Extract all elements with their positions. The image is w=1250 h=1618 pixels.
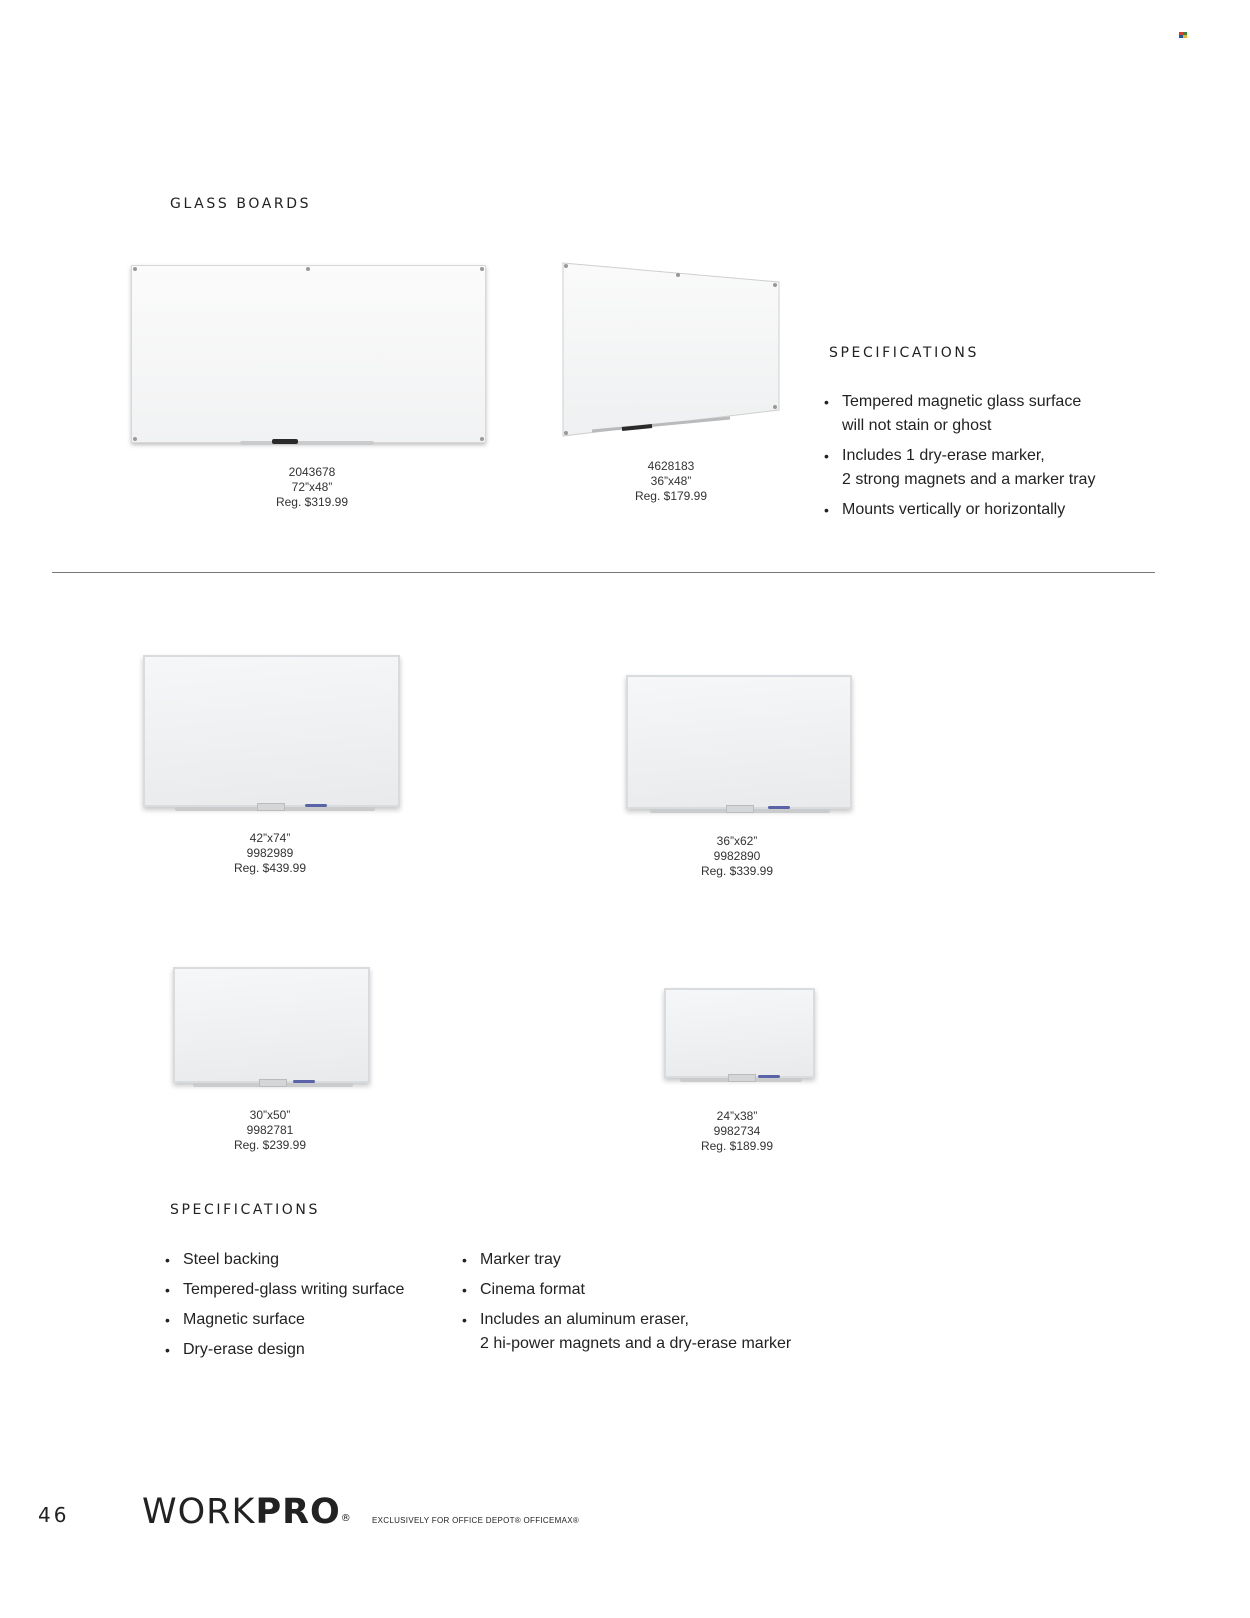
product-caption [220,1108,320,1153]
corner-color-mark [1179,32,1187,38]
product-sku: 9982734 [713,1124,761,1138]
product-caption [687,1109,787,1154]
glass-board-image-42x74 [143,655,400,807]
specifications-list [824,390,1095,528]
spec-item: • Cinema format [462,1278,791,1302]
product-sku: 2043678 [288,465,336,479]
spec-item: • Tempered-glass writing surface [165,1278,404,1302]
spec-item: • Magnetic surface [165,1308,404,1332]
product-sku: 9982890 [713,849,761,863]
product-size: 30”x50” [249,1108,291,1122]
product-size: 42”x74” [249,831,291,845]
product-caption [687,834,787,879]
product-sku: 9982989 [246,846,294,860]
product-size: 36”x48” [650,474,692,488]
product-size: 72”x48” [291,480,333,494]
product-caption [220,831,320,876]
logo-text-thin: WORK [142,1492,256,1532]
specifications-list-left [165,1248,404,1368]
product-caption [262,465,362,510]
specifications-title: SPECIFICATIONS [170,1202,320,1218]
product-price: Reg. $439.99 [233,861,307,875]
specifications-title: SPECIFICATIONS [829,345,979,361]
workpro-logo [142,1492,352,1532]
product-sku: 4628183 [647,459,695,473]
product-price: Reg. $239.99 [233,1138,307,1152]
spec-item: • Includes an aluminum eraser, 2 hi-power magnets and a dry-erase marker [462,1308,791,1356]
product-price: Reg. $319.99 [275,495,349,509]
product-size: 36”x62” [716,834,758,848]
product-sku: 9982781 [246,1123,294,1137]
glass-board-image-36x48 [560,260,784,440]
product-size: 24”x38” [716,1109,758,1123]
section-divider [52,572,1155,573]
glass-board-image-36x62 [626,675,852,809]
spec-item: • Marker tray [462,1248,791,1272]
page-number: 46 [38,1503,70,1527]
spec-item: • Tempered magnetic glass surface will not stain or ghost [824,390,1095,438]
spec-item: • Mounts vertically or horizontally [824,498,1095,522]
logo-registered-mark: ® [340,1513,352,1524]
product-price: Reg. $179.99 [634,489,708,503]
product-caption [621,459,721,504]
product-price: Reg. $339.99 [700,864,774,878]
spec-item: • Dry-erase design [165,1338,404,1362]
product-price: Reg. $189.99 [700,1139,774,1153]
specifications-list-right [462,1248,791,1362]
section-heading: GLASS BOARDS [170,196,312,212]
glass-board-image-72x48 [131,265,486,443]
logo-tagline: EXCLUSIVELY FOR OFFICE DEPOT® OFFICEMAX® [372,1516,580,1525]
spec-item: • Includes 1 dry-erase marker, 2 strong magnets and a marker tray [824,444,1095,492]
spec-item: • Steel backing [165,1248,404,1272]
glass-board-image-30x50 [173,967,370,1083]
logo-text-bold: PRO [255,1492,341,1532]
glass-board-image-24x38 [664,988,815,1078]
